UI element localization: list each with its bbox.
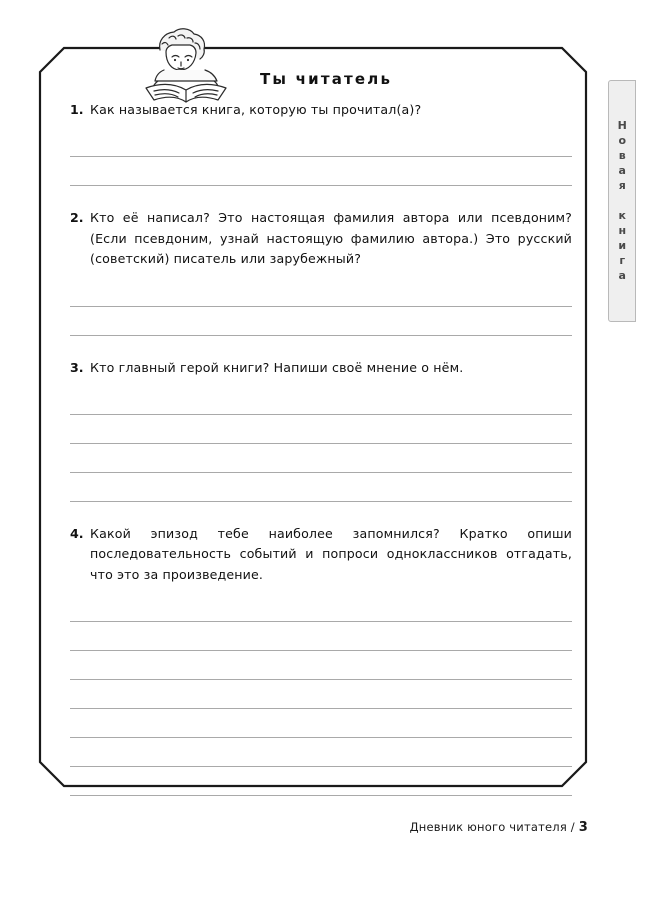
answer-line[interactable] <box>70 157 572 186</box>
answer-lines[interactable] <box>70 593 572 796</box>
answer-lines[interactable] <box>70 386 572 502</box>
question-text: Кто главный герой книги? Напиши своё мнение о нём. <box>90 359 464 375</box>
answer-line[interactable] <box>70 622 572 651</box>
answer-line[interactable] <box>70 444 572 473</box>
question-block <box>70 524 572 796</box>
side-tab-label: Новая книга <box>615 118 629 284</box>
answer-line[interactable] <box>70 278 572 307</box>
question-block <box>70 208 572 335</box>
answer-lines[interactable] <box>70 278 572 336</box>
question-text: Кто её написал? Это настоящая фамилия автора или псевдоним? (Если псевдоним, узнай настоящую фамилию автора.) Это русский (советский) писатель или зарубежный? <box>90 210 572 267</box>
footer <box>410 820 588 835</box>
questions-list <box>70 100 572 796</box>
question-number: 3. <box>70 359 84 375</box>
question-number: 2. <box>70 210 84 226</box>
spacer <box>70 502 572 524</box>
answer-line[interactable] <box>70 680 572 709</box>
answer-line[interactable] <box>70 651 572 680</box>
answer-line[interactable] <box>70 473 572 502</box>
question-block <box>70 100 572 186</box>
spacer <box>70 186 572 208</box>
answer-line[interactable] <box>70 386 572 415</box>
question-number: 1. <box>70 102 84 117</box>
answer-line[interactable] <box>70 128 572 157</box>
answer-line[interactable] <box>70 593 572 622</box>
answer-line[interactable] <box>70 738 572 767</box>
answer-line[interactable] <box>70 767 572 796</box>
side-tab-new-book[interactable] <box>608 80 636 322</box>
page-number: 3 <box>578 820 588 835</box>
footer-label: Дневник юного читателя / <box>409 820 575 834</box>
question-text: Какой эпизод тебе наиболее запомнился? Кратко опиши последовательность событий и попроси одноклассников отгадать, что это за произведение. <box>90 525 572 582</box>
answer-lines[interactable] <box>70 128 572 186</box>
spacer <box>70 336 572 358</box>
answer-line[interactable] <box>70 709 572 738</box>
question-block <box>70 358 572 502</box>
boy-reading-book-icon <box>138 26 234 104</box>
answer-line[interactable] <box>70 307 572 336</box>
question-number: 4. <box>70 525 84 541</box>
page-title: Ты читатель <box>260 70 393 88</box>
question-text: Как называется книга, которую ты прочитал(а)? <box>90 102 422 117</box>
answer-line[interactable] <box>70 415 572 444</box>
